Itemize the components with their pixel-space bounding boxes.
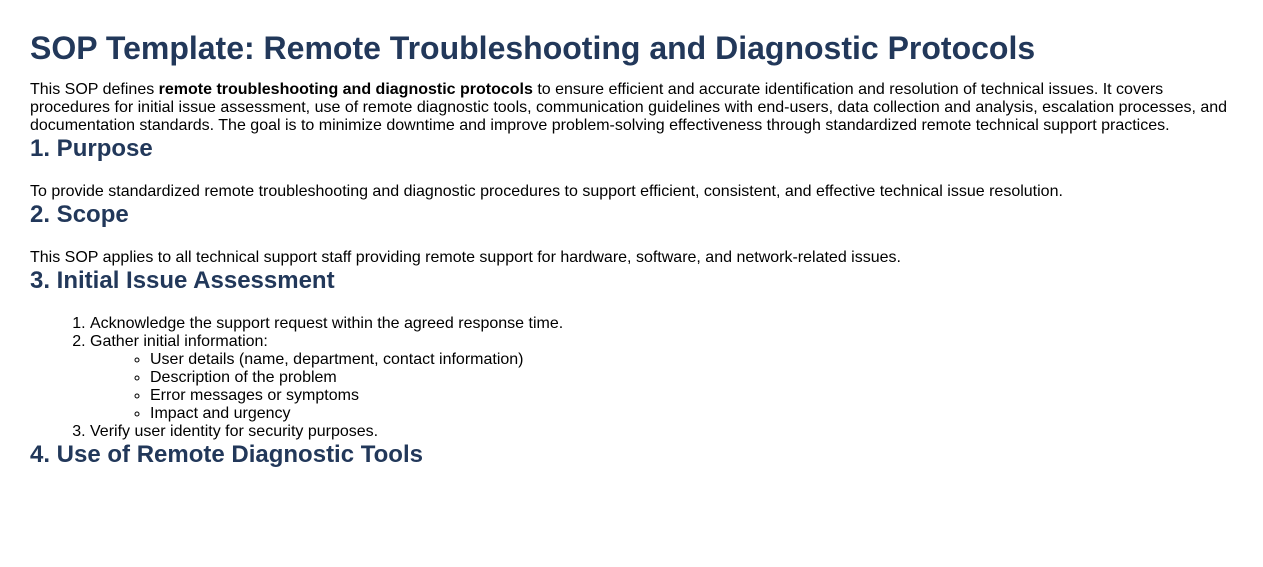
section-body-scope: This SOP applies to all technical support staff providing remote support for hardware, software, and network-related issues. bbox=[30, 249, 901, 266]
step-text: Acknowledge the support request within the agreed response time. bbox=[90, 315, 564, 332]
page-title: SOP Template: Remote Troubleshooting and Diagnostic Protocols bbox=[30, 30, 1036, 66]
list-item bbox=[90, 423, 1233, 441]
step-text: Gather initial information: bbox=[90, 333, 268, 350]
intro-paragraph bbox=[30, 81, 1233, 135]
intro-bold-phrase: remote troubleshooting and diagnostic protocols bbox=[158, 81, 533, 98]
section-heading-tools: 4. Use of Remote Diagnostic Tools bbox=[30, 441, 423, 468]
list-item: ◦ Impact and urgency bbox=[150, 405, 1233, 423]
step-text: Verify user identity for security purposes. bbox=[90, 423, 379, 440]
intro-text-start: This SOP defines bbox=[30, 81, 159, 98]
section-scope bbox=[30, 201, 1233, 267]
list-item: ◦ Error messages or symptoms bbox=[150, 387, 1233, 405]
initial-info-sublist bbox=[90, 351, 1233, 423]
list-item: ◦ Description of the problem bbox=[150, 369, 1233, 387]
section-heading-assessment: 3. Initial Issue Assessment bbox=[30, 267, 335, 294]
list-item bbox=[90, 333, 1233, 423]
section-heading-purpose: 1. Purpose bbox=[30, 135, 153, 162]
section-initial-assessment bbox=[30, 267, 1233, 441]
section-remote-tools bbox=[30, 441, 1233, 469]
section-body-purpose: To provide standardized remote troubleshooting and diagnostic procedures to support efficient, consistent, and effective technical issue resolution. bbox=[30, 183, 1063, 200]
section-purpose bbox=[30, 135, 1233, 201]
list-item bbox=[90, 315, 1233, 333]
list-item: ◦ User details (name, department, contact information) bbox=[150, 351, 1233, 369]
section-heading-scope: 2. Scope bbox=[30, 201, 129, 228]
intro-text-end: to ensure efficient and accurate identification and resolution of technical issues. It covers procedures for initial issue assessment, use of remote diagnostic tools, communication guidelines with end-users, data collection and analysis, escalation processes, and documentation standards. The goal is to minimize downtime and improve problem-solving effectiveness through standardized remote technical support practices. bbox=[30, 81, 1228, 134]
assessment-steps-list bbox=[30, 315, 1233, 441]
